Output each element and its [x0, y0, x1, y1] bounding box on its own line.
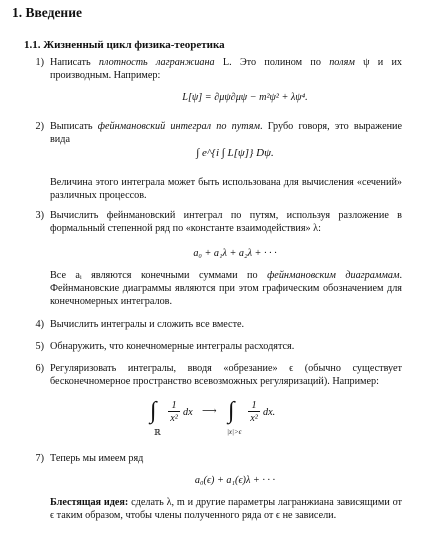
item-number: 4) [35, 319, 44, 330]
paragraph-after-item-2: Величина этого интеграла может быть использована для вычисления «сечений» различных процессов. [50, 177, 402, 201]
text-run: Все aᵢ являются конечными суммами по [50, 270, 268, 281]
item-text: Вычислить интегралы и сложить все вместе. [50, 319, 245, 330]
emphasis-text: полям [329, 57, 355, 68]
list-item-5 [30, 340, 402, 353]
text-run: L. Это полином по [214, 57, 330, 68]
formula-lagrangian: L[ψ] = ∂μψ∂μψ − m²ψ² + λψ⁴. [182, 92, 308, 103]
text-run: ψ и их производным. Например: [50, 57, 403, 81]
item-number: 2) [35, 121, 44, 132]
text-run: Написать [50, 57, 99, 68]
item-text [50, 56, 402, 82]
formula-path-integral: ∫ e^{i ∫ L[ψ]} Dψ. [196, 147, 274, 159]
list-item-7 [30, 452, 402, 465]
item-number: 3) [35, 210, 44, 221]
list-item-3 [30, 209, 402, 235]
formula-series: a₀ + a₁λ + a₂λ + · · · [193, 248, 277, 259]
item-number: 7) [35, 453, 44, 464]
item-text: Теперь мы имеем ряд [50, 453, 144, 464]
item-text [50, 120, 402, 146]
list-item-2 [30, 120, 402, 146]
integral-subscript: |x|>ϵ [227, 428, 242, 436]
integral-subscript: ℝ [154, 428, 161, 437]
text-run: . Фейнмановские диаграммы являются при этом графическим обозначением для конечномерных интегралов. [50, 270, 402, 307]
text-run: . Грубо говоря, это выражение вида [50, 121, 403, 145]
list-item-6 [30, 362, 402, 388]
fraction-denominator: x² [250, 413, 258, 424]
item-text: Обнаружить, что конечномерные интегралы расходятся. [50, 341, 295, 352]
arrow: ⟶ [202, 406, 217, 417]
item-number: 5) [35, 341, 44, 352]
integral-sign: ∫ [150, 398, 157, 424]
formula-regularization [150, 396, 350, 442]
brilliant-idea-paragraph [50, 496, 402, 522]
item-text: Регуляризовать интегралы, вводя «обрезание» ϵ (обычно существует бесконечномерное пространство всевозможных регуляризаций). Например: [50, 363, 402, 387]
emphasis-text: фейнмановский интеграл по путям [97, 121, 261, 132]
item-text: Вычислить фейнмановский интеграл по путям, используя разложение в формальный степенной ряд по «константе взаимодействия» λ: [50, 210, 402, 234]
text-run: Выписать [50, 121, 98, 132]
subsection-title: 1.1. Жизненный цикл физика-теоретика [24, 39, 225, 51]
list-item-4 [30, 318, 402, 331]
fraction-numerator: 1 [248, 400, 260, 412]
emphasis-text: плотность лагранжиана [98, 57, 215, 68]
list-item-1 [30, 56, 402, 82]
item-number: 1) [35, 57, 44, 68]
item-number: 6) [35, 363, 44, 374]
fraction-denominator: x² [170, 413, 178, 424]
differential: dx [183, 407, 193, 418]
fraction-numerator: 1 [168, 400, 180, 412]
formula-regularized-series: a₀(ϵ) + a₁(ϵ)λ + · · · [194, 475, 276, 486]
paragraph-after-item-3 [50, 269, 402, 308]
section-title: 1. Введение [12, 5, 82, 20]
emphasis-text: фейнмановским диаграммам [267, 270, 400, 281]
integral-sign: ∫ [228, 398, 235, 424]
differential: dx. [263, 407, 276, 418]
text-run: сделать λ, m и другие параметры лагранжиана зависящими от ϵ таким образом, чтобы члены полученного ряда от ϵ не зависели. [50, 497, 402, 521]
bold-label: Блестящая идея: [50, 497, 129, 508]
